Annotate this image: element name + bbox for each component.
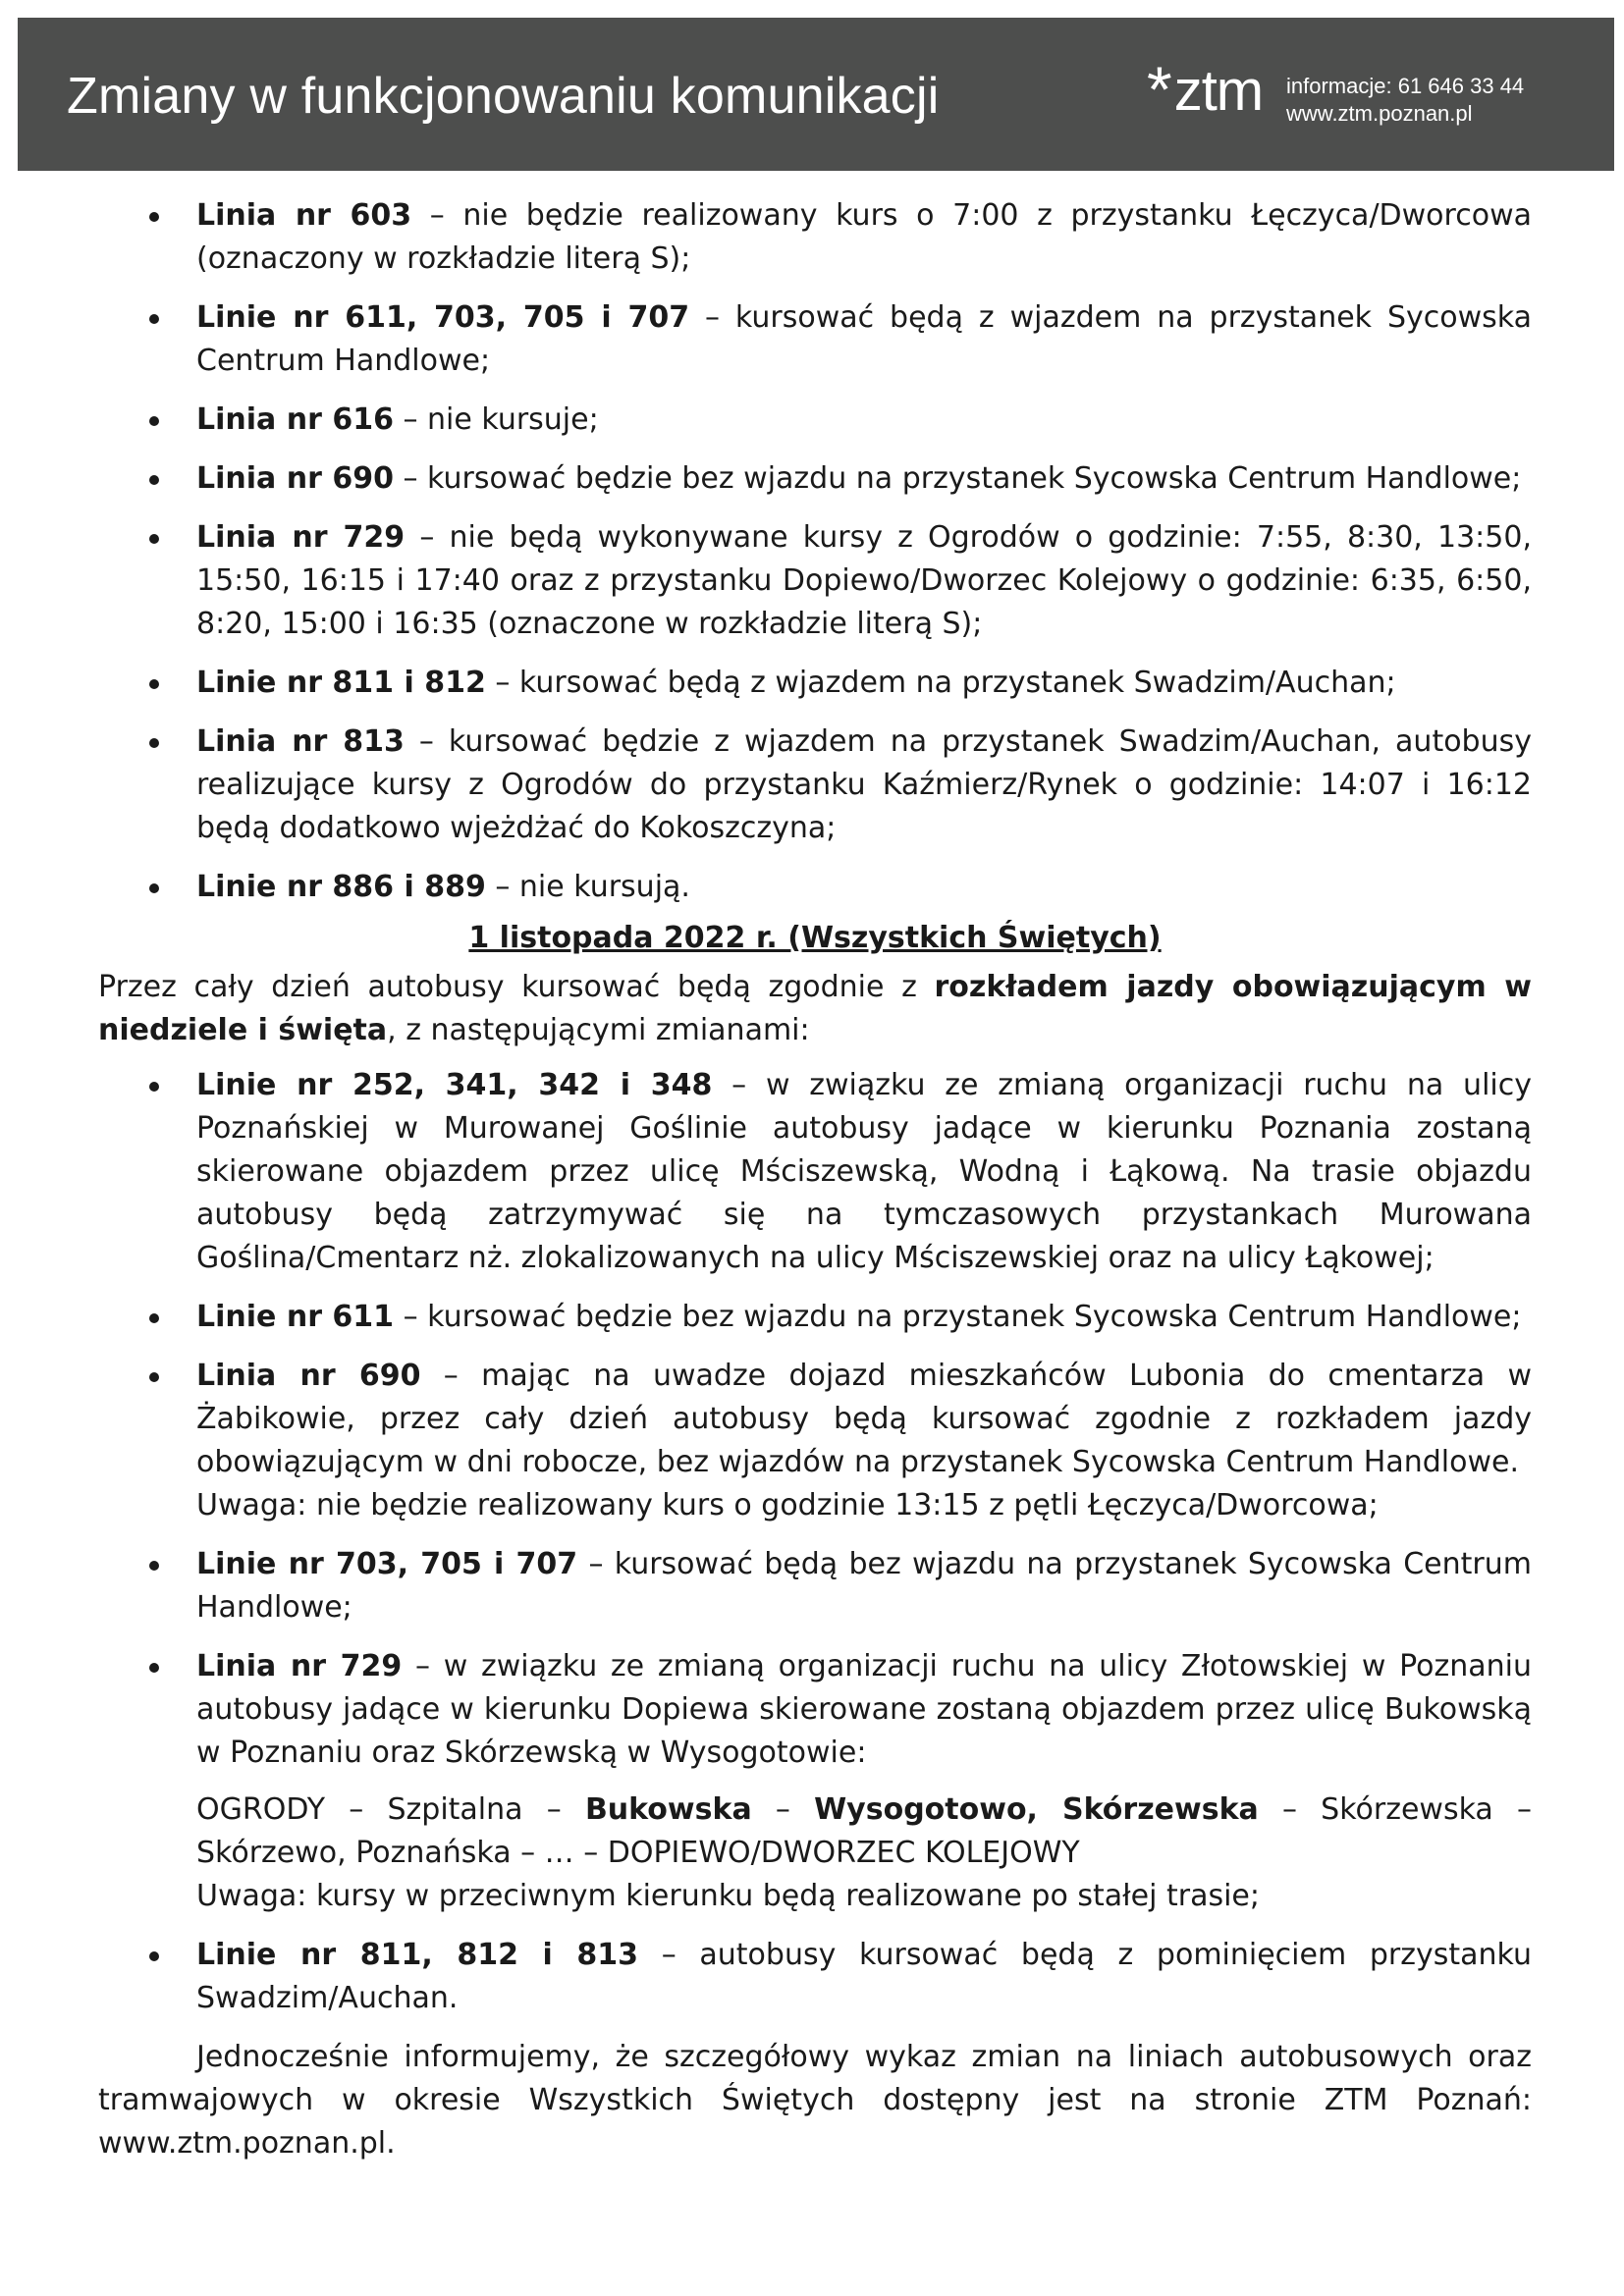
list-item: Linia nr 729 – w związku ze zmianą organizacji ruchu na ulicy Złotowskiej w Poznaniu autobusy jadące w kierunku Dopiewa skierowane zostaną objazdem przez ulicę Bukowską w Poznaniu oraz Skórzewską w Wysogotowie: OGRODY – Szpitalna – Bukowska – Wysogotowo, Skórzewska – Skórzewska – Skórzewo, Poznańska – … – DOPIEWO/DWORZEC KOLEJOWY Uwaga: kursy w przeciwnym kierunku będą realizowane po stałej trasie;: [98, 1645, 1532, 1918]
list-item: Linie nr 811, 812 i 813 – autobusy kursować będą z pominięciem przystanku Swadzim/Auchan.: [98, 1934, 1532, 2020]
list-item: Linia nr 690 – mając na uwadze dojazd mieszkańców Lubonia do cmentarza w Żabikowie, przez cały dzień autobusy będą kursować zgodnie z rozkładem jazdy obowiązującym w dni robocze, bez wjazdów na przystanek Sycowska Centrum Handlowe. Uwaga: nie będzie realizowany kurs o godzinie 13:15 z pętli Łęczyca/Dworcowa;: [98, 1355, 1532, 1527]
list-item: Linie nr 703, 705 i 707 – kursować będą bez wjazdu na przystanek Sycowska Centrum Handlowe;: [98, 1543, 1532, 1629]
list-item: Linia nr 690 – kursować będzie bez wjazdu na przystanek Sycowska Centrum Handlowe;: [98, 457, 1532, 501]
list-item: Linia nr 603 – nie będzie realizowany kurs o 7:00 z przystanku Łęczyca/Dworcowa (oznaczony w rozkładzie literą S);: [98, 194, 1532, 281]
list-item: Linie nr 611 – kursować będzie bez wjazdu na przystanek Sycowska Centrum Handlowe;: [98, 1296, 1532, 1339]
page-title: Zmiany w funkcjonowaniu komunikacji: [67, 68, 940, 125]
asterisk-icon: *: [1147, 53, 1172, 126]
logo-text: ztm: [1173, 59, 1264, 123]
list-item: Linie nr 252, 341, 342 i 348 – w związku ze zmianą organizacji ruchu na ulicy Poznańskiej w Murowanej Goślinie autobusy jadące w kierunku Poznania zostaną skierowane objazdem przez ulicę Mściszewską, Wodną i Łąkową. Na trasie objazdu autobusy będą zatrzymywać się na tymczasowych przystankach Murowana Goślina/Cmentarz nż. zlokalizowanych na ulicy Mściszewskiej oraz na ulicy Łąkowej;: [98, 1064, 1532, 1280]
closing-paragraph: Jednocześnie informujemy, że szczegółowy wykaz zmian na liniach autobusowych oraz tramwajowych w okresie Wszystkich Świętych dostępny jest na stronie ZTM Poznań: www.ztm.poznan.pl.: [98, 2040, 1532, 2161]
section-heading: 1 listopada 2022 r. (Wszystkich Świętych): [468, 921, 1162, 955]
list-changes-before: [98, 194, 1532, 909]
intro-paragraph: Przez cały dzień autobusy kursować będą zgodnie z rozkładem jazdy obowiązującym w niedziele i święta, z następującymi zmianami:: [98, 970, 1532, 1047]
ztm-logo: [1147, 53, 1264, 126]
list-item: Linie nr 886 i 889 – nie kursują.: [98, 866, 1532, 909]
list-item: Linia nr 616 – nie kursuje;: [98, 399, 1532, 442]
contact-website: www.ztm.poznan.pl: [1286, 101, 1473, 126]
list-item: Linie nr 611, 703, 705 i 707 – kursować będą z wjazdem na przystanek Sycowska Centrum Handlowe;: [98, 296, 1532, 383]
contact-phone: informacje: 61 646 33 44: [1286, 74, 1525, 98]
list-item: Linia nr 729 – nie będą wykonywane kursy z Ogrodów o godzinie: 7:55, 8:30, 13:50, 15:50, 16:15 i 17:40 oraz z przystanku Dopiewo/Dworzec Kolejowy o godzinie: 6:35, 6:50, 8:20, 15:00 i 16:35 (oznaczone w rozkładzie literą S);: [98, 516, 1532, 646]
list-item: Linie nr 811 i 812 – kursować będą z wjazdem na przystanek Swadzim/Auchan;: [98, 662, 1532, 705]
item-note: Uwaga: kursy w przeciwnym kierunku będą realizowane po stałej trasie;: [196, 1879, 1260, 1913]
item-note: Uwaga: nie będzie realizowany kurs o godzinie 13:15 z pętli Łęczyca/Dworcowa;: [196, 1488, 1379, 1522]
list-changes-nov1: [98, 1064, 1532, 2020]
detour-route: OGRODY – Szpitalna – Bukowska – Wysogotowo, Skórzewska – Skórzewska – Skórzewo, Poznańska – … – DOPIEWO/DWORZEC KOLEJOWY: [196, 1792, 1533, 1870]
contact-info: [1286, 73, 1524, 128]
list-item: Linia nr 813 – kursować będzie z wjazdem na przystanek Swadzim/Auchan, autobusy realizujące kursy z Ogrodów do przystanku Kaźmierz/Rynek o godzinie: 14:07 i 16:12 będą dodatkowo wjeżdżać do Kokoszczyna;: [98, 721, 1532, 850]
document-body: [98, 194, 1532, 2195]
header-banner: [18, 18, 1614, 171]
